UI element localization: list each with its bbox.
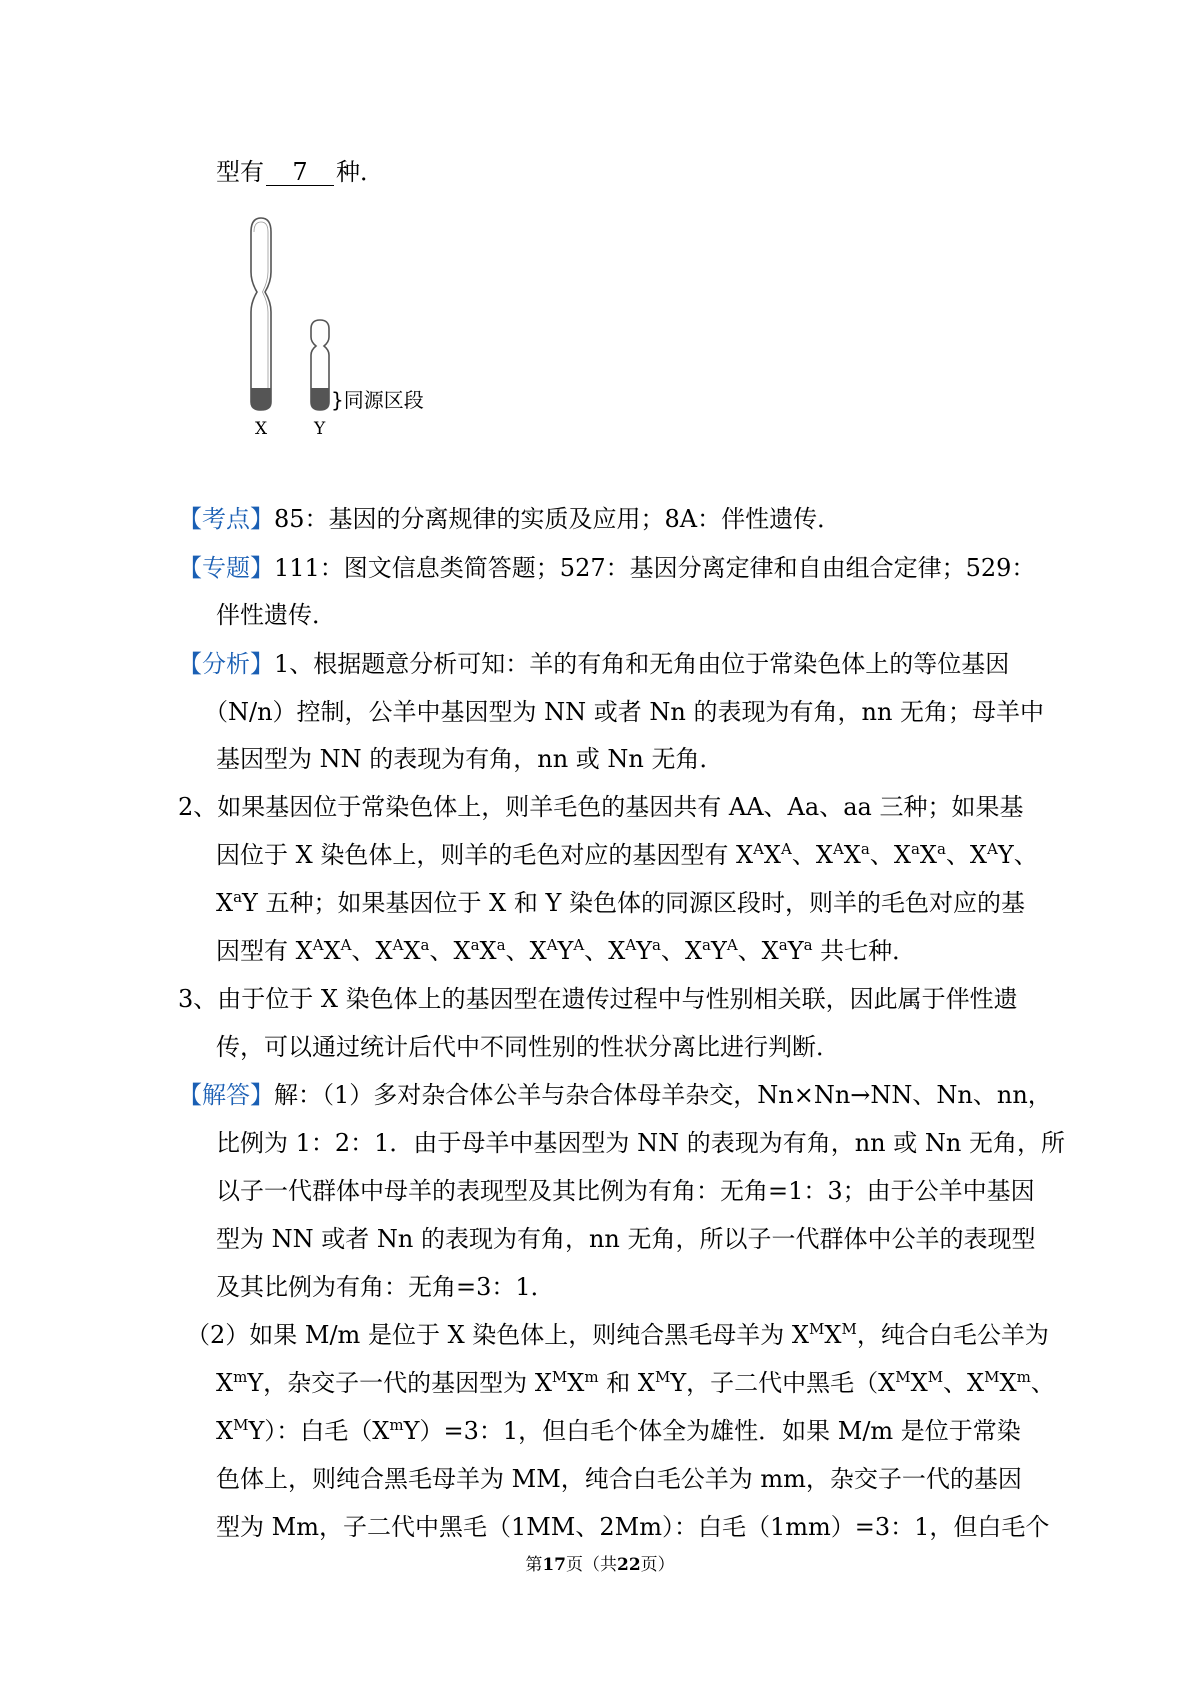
kaodian-line xyxy=(178,503,841,535)
fenxi-p3-l1: 3、由于位于 X 染色体上的基因型在遗传过程中与性别相关联，因此属于伴性遗 xyxy=(178,985,1018,1013)
fenxi-p2-l4: 因型有 $X^AX^A$、$X^AX^a$、$X^aX^a$、$X^AY^A$、$X^AY^a$、$X^aY^A$、$X^aY^a$ 共七种． xyxy=(216,936,917,965)
total-pages: 22 xyxy=(617,1555,641,1575)
jieda-line-3: 以子一代群体中母羊的表现型及其比例为有角：无角=1：3；由于公羊中基因 xyxy=(216,1177,1035,1205)
x-chromosome xyxy=(251,218,271,410)
x-label: X xyxy=(255,419,268,439)
kaodian-tag: 【考点】 xyxy=(178,505,274,533)
zhuanti-line-2: 伴性遗传． xyxy=(216,601,336,629)
fenxi-p1-l2: （N/n）控制，公羊中基因型为 NN 或者 Nn 的表现为有角，nn 无角；母羊中 xyxy=(204,698,1045,726)
chromosome-figure xyxy=(240,212,440,442)
jieda-p2-line-3: $X^MY$）：白毛$(X^mY)=3$：1，但白毛个体全为雄性．如果 M/m 是位于常染 xyxy=(216,1416,1021,1445)
fenxi-p2-l1: 2、如果基因位于常染色体上，则羊毛色的基因共有 AA、Aa、aa 三种；如果基 xyxy=(178,793,1024,821)
homologous-region-label: }同源区段 xyxy=(331,388,424,412)
jieda-line-5: 及其比例为有角：无角=3：1． xyxy=(216,1273,555,1301)
answer-suffix: 种． xyxy=(336,158,384,186)
jieda-tag: 【解答】 xyxy=(178,1081,274,1109)
answer-prefix: 型有 xyxy=(216,158,264,186)
y-chromosome xyxy=(311,320,329,410)
fenxi-p2-l3: $X^aY$ 五种；如果基因位于 X 和 Y 染色体的同源区段时，则羊的毛色对应的基 xyxy=(216,888,1025,917)
fenxi-p3-l2: 传，可以通过统计后代中不同性别的性状分离比进行判断． xyxy=(216,1033,840,1061)
zhuanti-tag: 【专题】 xyxy=(178,554,274,582)
jieda-p2-line-4: 色体上，则纯合黑毛母羊为 MM，纯合白毛公羊为 mm，杂交子一代的基因 xyxy=(216,1465,1022,1493)
jieda-p2-line-2: $X^mY$，杂交子一代的基因型为 $X^MX^m$ 和 $X^MY$，子二代中黑毛（$X^MX^M$、$X^MX^m$、 xyxy=(216,1368,1055,1397)
fenxi-tag: 【分析】 xyxy=(178,650,274,678)
fenxi-p1-l1: 1、根据题意分析可知：羊的有角和无角由位于常染色体上的等位基因 xyxy=(274,650,1010,678)
fenxi-p1-l3: 基因型为 NN 的表现为有角，nn 或 Nn 无角． xyxy=(216,745,724,773)
answer-line xyxy=(216,156,384,188)
jieda-line-4: 型为 NN 或者 Nn 的表现为有角，nn 无角，所以子一代群体中公羊的表现型 xyxy=(216,1225,1036,1253)
y-label: Y xyxy=(314,419,326,439)
fenxi-line-1 xyxy=(178,648,1009,680)
jieda-line-2: 比例为 1：2：1．由于母羊中基因型为 NN 的表现为有角，nn 或 Nn 无角，所 xyxy=(216,1129,1065,1157)
jieda-line-1: 【解答】解：（1）多对杂合体公羊与杂合体母羊杂交，Nn×Nn→NN、Nn、nn， xyxy=(178,1081,1052,1109)
jieda-p2-line-5: 型为 Mm，子二代中黑毛（1MM、2Mm）：白毛（1mm）=3：1，但白毛个 xyxy=(216,1513,1050,1541)
kaodian-text: 85：基因的分离规律的实质及应用；8A：伴性遗传． xyxy=(274,505,842,533)
jieda-p2-line-1: （2）如果 M/m 是位于 X 染色体上，则纯合黑毛母羊为 $X^MX^M$，纯合白毛公羊为 xyxy=(186,1320,1049,1349)
page-footer: 第17页（共22页） xyxy=(525,1555,675,1575)
answer-blank: 7 xyxy=(266,159,334,186)
fenxi-p2-l2: 因位于 X 染色体上，则羊的毛色对应的基因型有 $X^AX^A$、$X^AX^a$、$X^aX^a$、$X^AY$、 xyxy=(216,840,1038,869)
page-number: 17 xyxy=(542,1555,566,1575)
zhuanti-line-1 xyxy=(178,552,1035,584)
zhuanti-text-1: 111：图文信息类简答题；527：基因分离定律和自由组合定律；529： xyxy=(274,554,1036,582)
